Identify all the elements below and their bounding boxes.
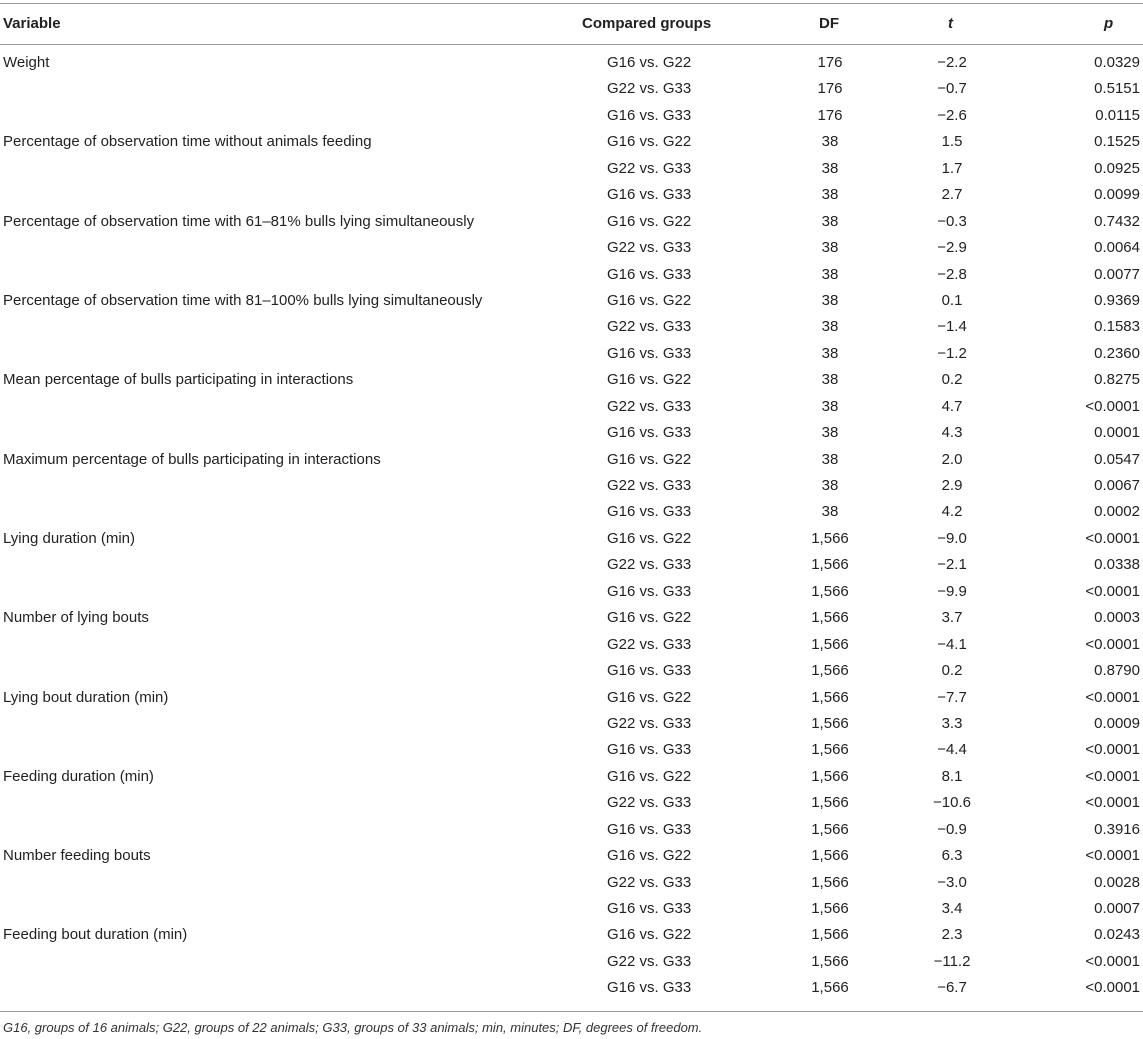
compared-groups-cell: G16 vs. G22 — [607, 450, 692, 468]
compared-groups-cell: G16 vs. G33 — [607, 662, 692, 680]
p-cell: 0.0001 — [1094, 424, 1140, 442]
table-row — [0, 556, 1143, 582]
df-cell: 38 — [821, 265, 839, 283]
compared-groups-cell: G22 vs. G33 — [607, 714, 692, 732]
compared-groups-cell: G22 vs. G33 — [607, 794, 692, 812]
compared-groups-cell: G22 vs. G33 — [607, 159, 692, 177]
p-cell: 0.0007 — [1094, 900, 1140, 917]
t-cell: −6.7 — [937, 979, 967, 997]
df-cell: 1,566 — [811, 635, 849, 653]
p-cell: 0.9369 — [1094, 291, 1140, 309]
compared-groups-cell: G16 vs. G22 — [607, 133, 692, 151]
variable-cell: Mean percentage of bulls participating in interactions — [3, 371, 354, 389]
compared-groups-cell: G22 vs. G33 — [607, 952, 692, 970]
table-row — [0, 794, 1143, 820]
t-cell: −2.8 — [937, 265, 967, 283]
df-cell: 1,566 — [811, 900, 849, 917]
p-cell: <0.0001 — [1085, 688, 1140, 706]
variable-cell: Number feeding bouts — [3, 847, 151, 865]
t-cell: −1.4 — [937, 318, 967, 336]
variable-cell: Number of lying bouts — [3, 609, 149, 627]
df-cell: 1,566 — [811, 767, 849, 785]
df-cell: 1,566 — [811, 926, 849, 944]
table-row — [0, 160, 1143, 186]
t-cell: −0.7 — [937, 80, 967, 98]
t-cell: 1.5 — [941, 133, 963, 151]
t-cell: −3.0 — [937, 873, 967, 891]
df-cell: 1,566 — [811, 662, 849, 680]
variable-cell: Feeding bout duration (min) — [3, 926, 188, 944]
table-row — [0, 715, 1143, 741]
df-cell: 1,566 — [811, 609, 849, 627]
t-cell: 4.3 — [941, 424, 963, 442]
table-row — [0, 847, 1143, 873]
table-row — [0, 266, 1143, 292]
table-row — [0, 54, 1143, 80]
table-row — [0, 186, 1143, 212]
t-cell: 3.4 — [941, 900, 963, 917]
df-cell: 176 — [817, 106, 843, 124]
t-cell: −2.6 — [937, 106, 967, 124]
p-cell: 0.0115 — [1095, 106, 1140, 124]
table-row — [0, 318, 1143, 344]
df-cell: 38 — [821, 477, 839, 494]
df-cell: 1,566 — [811, 873, 849, 891]
df-cell: 1,566 — [811, 847, 849, 865]
p-cell: 0.8790 — [1094, 662, 1140, 680]
variable-cell: Lying bout duration (min) — [3, 688, 169, 706]
table-row — [0, 926, 1143, 952]
compared-groups-cell: G16 vs. G33 — [607, 344, 692, 362]
compared-groups-cell: G16 vs. G33 — [607, 503, 692, 521]
t-cell: 4.2 — [941, 503, 963, 521]
p-cell: 0.1525 — [1094, 133, 1140, 151]
compared-groups-cell: G16 vs. G33 — [607, 424, 692, 442]
t-cell: 3.7 — [941, 609, 963, 627]
table-row — [0, 874, 1143, 900]
header-df: DF — [819, 15, 839, 32]
t-cell: 0.1 — [941, 291, 963, 309]
variable-cell: Lying duration (min) — [3, 529, 136, 547]
compared-groups-cell: G22 vs. G33 — [607, 80, 692, 98]
table-row — [0, 583, 1143, 609]
t-cell: −9.0 — [937, 529, 967, 547]
p-cell: 0.7432 — [1094, 212, 1140, 230]
df-cell: 38 — [821, 344, 839, 362]
p-cell: <0.0001 — [1085, 397, 1140, 415]
p-cell: 0.1583 — [1094, 318, 1140, 336]
df-cell: 176 — [817, 80, 843, 98]
p-cell: <0.0001 — [1085, 582, 1140, 600]
compared-groups-cell: G16 vs. G22 — [607, 847, 692, 865]
t-cell: −2.2 — [937, 54, 967, 71]
table-row — [0, 503, 1143, 529]
t-cell: 0.2 — [941, 662, 963, 680]
df-cell: 38 — [821, 424, 839, 442]
compared-groups-cell: G16 vs. G33 — [607, 106, 692, 124]
p-cell: <0.0001 — [1085, 794, 1140, 812]
p-cell: <0.0001 — [1085, 847, 1140, 865]
variable-cell: Maximum percentage of bulls participating in interactions — [3, 450, 381, 468]
df-cell: 38 — [821, 397, 839, 415]
table-row — [0, 345, 1143, 371]
header-p: p — [1104, 15, 1114, 32]
header-t: t — [948, 15, 953, 32]
table-row — [0, 900, 1143, 926]
compared-groups-cell: G22 vs. G33 — [607, 873, 692, 891]
p-cell: 0.8275 — [1094, 371, 1140, 389]
df-cell: 38 — [821, 212, 839, 230]
variable-cell: Percentage of observation time without animals feeding — [3, 133, 372, 151]
df-cell: 1,566 — [811, 794, 849, 812]
t-cell: 1.7 — [941, 159, 963, 177]
table-header-row — [0, 4, 1143, 44]
t-cell: −10.6 — [933, 794, 971, 812]
t-cell: −11.2 — [933, 952, 971, 970]
table-row — [0, 768, 1143, 794]
header-variable: Variable — [3, 15, 61, 32]
table-header-rule — [0, 44, 1143, 45]
t-cell: −4.4 — [937, 741, 967, 759]
t-cell: −4.1 — [937, 635, 967, 653]
p-cell: 0.0547 — [1094, 450, 1140, 468]
df-cell: 1,566 — [811, 529, 849, 547]
df-cell: 1,566 — [811, 741, 849, 759]
table-row — [0, 530, 1143, 556]
t-cell: −0.3 — [937, 212, 967, 230]
compared-groups-cell: G22 vs. G33 — [607, 635, 692, 653]
p-cell: 0.3916 — [1094, 820, 1140, 838]
compared-groups-cell: G16 vs. G33 — [607, 741, 692, 759]
table-row — [0, 609, 1143, 635]
compared-groups-cell: G16 vs. G22 — [607, 291, 692, 309]
t-cell: 6.3 — [941, 847, 963, 865]
table-row — [0, 398, 1143, 424]
table-row — [0, 689, 1143, 715]
table-bottom-rule — [0, 1011, 1143, 1012]
table-row — [0, 662, 1143, 688]
p-cell: 0.0338 — [1094, 556, 1140, 574]
variable-cell: Weight — [3, 54, 50, 71]
p-cell: 0.0243 — [1094, 926, 1140, 944]
p-cell: <0.0001 — [1085, 979, 1140, 997]
table-row — [0, 741, 1143, 767]
compared-groups-cell: G16 vs. G22 — [607, 609, 692, 627]
p-cell: <0.0001 — [1085, 952, 1140, 970]
t-cell: −0.9 — [937, 820, 967, 838]
p-cell: 0.0099 — [1094, 186, 1140, 204]
table-row — [0, 80, 1143, 106]
t-cell: 0.2 — [941, 371, 963, 389]
compared-groups-cell: G16 vs. G22 — [607, 688, 692, 706]
compared-groups-cell: G16 vs. G22 — [607, 212, 692, 230]
p-cell: 0.0002 — [1094, 503, 1140, 521]
p-cell: <0.0001 — [1085, 635, 1140, 653]
p-cell: 0.0009 — [1094, 714, 1140, 732]
p-cell: 0.0003 — [1094, 609, 1140, 627]
table-row — [0, 477, 1143, 503]
compared-groups-cell: G16 vs. G33 — [607, 582, 692, 600]
df-cell: 38 — [821, 186, 839, 204]
table-row — [0, 424, 1143, 450]
compared-groups-cell: G22 vs. G33 — [607, 397, 692, 415]
df-cell: 1,566 — [811, 979, 849, 997]
t-cell: 2.0 — [941, 450, 963, 468]
variable-cell: Percentage of observation time with 81–100% bulls lying simultaneously — [3, 291, 483, 309]
table-row — [0, 821, 1143, 847]
compared-groups-cell: G22 vs. G33 — [607, 318, 692, 336]
t-cell: 3.3 — [941, 714, 963, 732]
p-cell: 0.0077 — [1094, 265, 1140, 283]
t-cell: −2.1 — [937, 556, 967, 574]
table-row — [0, 451, 1143, 477]
table-row — [0, 371, 1143, 397]
t-cell: −7.7 — [937, 688, 967, 706]
p-cell: <0.0001 — [1085, 529, 1140, 547]
p-cell: 0.0064 — [1094, 239, 1140, 257]
t-cell: 2.9 — [941, 477, 963, 494]
compared-groups-cell: G16 vs. G22 — [607, 529, 692, 547]
t-cell: 2.3 — [941, 926, 963, 944]
table-footnote: G16, groups of 16 animals; G22, groups of 22 animals; G33, groups of 33 animals; min, minutes; DF, degrees of freedom. — [3, 1020, 703, 1035]
compared-groups-cell: G16 vs. G33 — [607, 820, 692, 838]
p-cell: 0.0329 — [1094, 54, 1140, 71]
df-cell: 1,566 — [811, 556, 849, 574]
df-cell: 1,566 — [811, 582, 849, 600]
t-cell: −1.2 — [937, 344, 967, 362]
t-cell: −2.9 — [937, 239, 967, 257]
compared-groups-cell: G16 vs. G22 — [607, 926, 692, 944]
t-cell: −9.9 — [937, 582, 967, 600]
p-cell: 0.0028 — [1094, 873, 1140, 891]
df-cell: 1,566 — [811, 714, 849, 732]
table-row — [0, 979, 1143, 1005]
t-cell: 8.1 — [941, 767, 963, 785]
compared-groups-cell: G22 vs. G33 — [607, 477, 692, 494]
p-cell: <0.0001 — [1085, 767, 1140, 785]
p-cell: 0.0067 — [1094, 477, 1140, 494]
compared-groups-cell: G16 vs. G33 — [607, 186, 692, 204]
df-cell: 38 — [821, 318, 839, 336]
compared-groups-cell: G22 vs. G33 — [607, 556, 692, 574]
p-cell: 0.5151 — [1094, 80, 1140, 98]
df-cell: 176 — [817, 54, 843, 71]
header-compared-groups: Compared groups — [582, 15, 712, 32]
df-cell: 38 — [821, 159, 839, 177]
compared-groups-cell: G16 vs. G22 — [607, 371, 692, 389]
compared-groups-cell: G16 vs. G33 — [607, 979, 692, 997]
t-cell: 2.7 — [941, 186, 963, 204]
variable-cell: Feeding duration (min) — [3, 767, 154, 785]
table-row — [0, 213, 1143, 239]
df-cell: 38 — [821, 239, 839, 257]
table-body — [0, 54, 1143, 1006]
compared-groups-cell: G16 vs. G22 — [607, 54, 692, 71]
df-cell: 1,566 — [811, 952, 849, 970]
compared-groups-cell: G16 vs. G33 — [607, 900, 692, 917]
table-row — [0, 107, 1143, 133]
table-row — [0, 953, 1143, 979]
variable-cell: Percentage of observation time with 61–81% bulls lying simultaneously — [3, 212, 475, 230]
compared-groups-cell: G22 vs. G33 — [607, 239, 692, 257]
table-row — [0, 292, 1143, 318]
compared-groups-cell: G16 vs. G33 — [607, 265, 692, 283]
table-row — [0, 239, 1143, 265]
p-cell: <0.0001 — [1085, 741, 1140, 759]
t-cell: 4.7 — [941, 397, 963, 415]
df-cell: 1,566 — [811, 820, 849, 838]
p-cell: 0.0925 — [1094, 159, 1140, 177]
df-cell: 1,566 — [811, 688, 849, 706]
table-row — [0, 133, 1143, 159]
table-row — [0, 636, 1143, 662]
df-cell: 38 — [821, 450, 839, 468]
compared-groups-cell: G16 vs. G22 — [607, 767, 692, 785]
df-cell: 38 — [821, 503, 839, 521]
df-cell: 38 — [821, 291, 839, 309]
df-cell: 38 — [821, 371, 839, 389]
df-cell: 38 — [821, 133, 839, 151]
p-cell: 0.2360 — [1094, 344, 1140, 362]
